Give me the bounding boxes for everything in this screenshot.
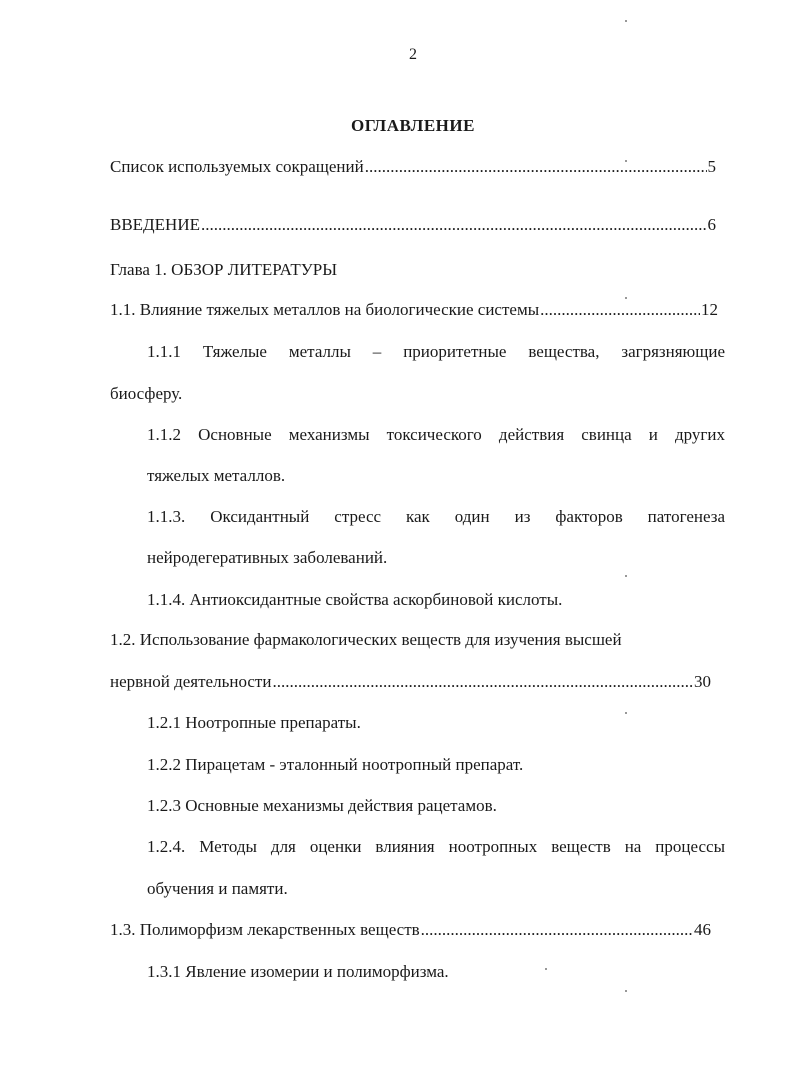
toc-entry-line: 1.1.2 Основные механизмы токсического действия свинца и других bbox=[147, 425, 725, 444]
toc-entry-1-1-4[interactable]: 1.1.4. Антиоксидантные свойства аскорбиновой кислоты. bbox=[147, 590, 563, 609]
toc-entry-line: тяжелых металлов. bbox=[147, 466, 286, 485]
toc-title: ОГЛАВЛЕНИЕ bbox=[351, 116, 475, 135]
leader-dots bbox=[272, 672, 693, 692]
toc-entry-label: 1.1. Влияние тяжелых металлов на биологические системы bbox=[110, 300, 540, 319]
leader-dots bbox=[540, 300, 700, 320]
page-number: 2 bbox=[409, 46, 417, 63]
toc-entry-1-2-3[interactable]: 1.2.3 Основные механизмы действия рацетамов. bbox=[147, 796, 497, 815]
leader-dots bbox=[421, 920, 693, 940]
toc-entry-line: 1.2.4. Методы для оценки влияния ноотропных веществ на процессы bbox=[147, 837, 725, 856]
toc-entry-label: 1.3. Полиморфизм лекарственных веществ bbox=[110, 920, 420, 939]
toc-page-number: 6 bbox=[707, 215, 716, 234]
leader-dots bbox=[365, 157, 707, 177]
leader-dots bbox=[201, 215, 707, 235]
toc-entry-label: ВВЕДЕНИЕ bbox=[110, 215, 200, 234]
toc-entry-line bbox=[110, 672, 711, 692]
toc-page-number: 30 bbox=[694, 672, 711, 691]
toc-entry-1-3-1[interactable]: 1.3.1 Явление изомерии и полиморфизма. bbox=[147, 962, 449, 981]
toc-page-number: 12 bbox=[701, 300, 718, 319]
scan-speck bbox=[625, 20, 627, 22]
toc-entry-line: 1.1.3. Оксидантный стресс как один из факторов патогенеза bbox=[147, 507, 725, 526]
toc-entry-1-1[interactable] bbox=[110, 300, 718, 320]
toc-entry-1-2-1[interactable]: 1.2.1 Ноотропные препараты. bbox=[147, 713, 361, 732]
scan-speck bbox=[625, 575, 627, 577]
toc-entry-line: 1.2. Использование фармакологических веществ для изучения высшей bbox=[110, 630, 622, 649]
toc-entry-line: обучения и памяти. bbox=[147, 879, 288, 898]
toc-page-number: 46 bbox=[694, 920, 711, 939]
scan-speck bbox=[625, 990, 627, 992]
scan-speck bbox=[545, 968, 547, 970]
scan-speck bbox=[625, 712, 627, 714]
toc-entry-1-2-2[interactable]: 1.2.2 Пирацетам - эталонный ноотропный препарат. bbox=[147, 755, 524, 774]
toc-entry-1-3[interactable] bbox=[110, 920, 711, 940]
toc-entry-line: нейродегеративных заболеваний. bbox=[147, 548, 388, 567]
toc-entry-introduction[interactable] bbox=[110, 215, 716, 235]
toc-page-number: 5 bbox=[707, 157, 716, 176]
toc-entry-label: Список используемых сокращений bbox=[110, 157, 364, 176]
toc-entry-chapter-1[interactable]: Глава 1. ОБЗОР ЛИТЕРАТУРЫ bbox=[110, 260, 338, 279]
scan-speck bbox=[625, 160, 627, 162]
toc-entry-line: 1.1.1 Тяжелые металлы – приоритетные вещества, загрязняющие bbox=[147, 342, 725, 361]
toc-entry-line: биосферу. bbox=[110, 384, 183, 403]
scan-speck bbox=[625, 297, 627, 299]
toc-entry-label: нервной деятельности bbox=[110, 672, 272, 691]
